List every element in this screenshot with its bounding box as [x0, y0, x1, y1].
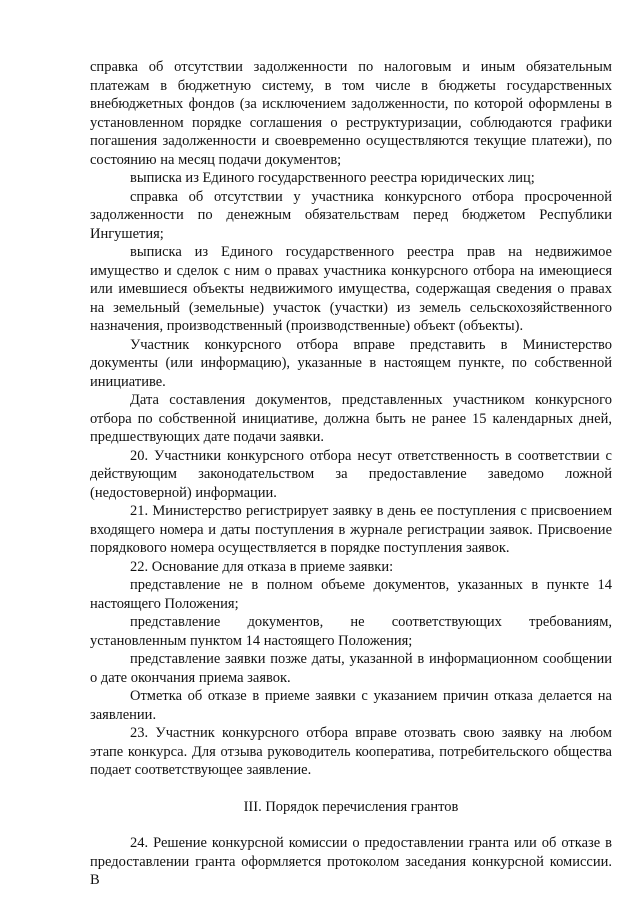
document-page: [90, 58, 612, 890]
paragraph: выписка из Единого государственного реестра юридических лиц;: [130, 170, 535, 186]
section-heading: III. Порядок перечисления грантов: [243, 798, 459, 815]
paragraph: 22. Основание для отказа в приеме заявки:: [130, 558, 394, 575]
paragraph: выписка из Единого государственного реестра прав на недвижимое имущество и сделок с ним о правах участника конкурсного отбора на имеющиеся или имевшиеся объекты недвижимого имущества, содержащая сведения о правах на земельный (земельные) участок (участки) из земель сельскохозяйственного назначения, производственный (производственные) объект (объекты).: [90, 244, 612, 334]
paragraph: представление заявки позже даты, указанной в информационном сообщении о дате окончания приема заявок.: [90, 651, 612, 686]
paragraph: справка об отсутствии у участника конкурсного отбора просроченной задолженности по денежным обязательствам перед бюджетом Республики Ингушетия;: [90, 188, 612, 242]
paragraph: 24. Решение конкурсной комиссии о предоставлении гранта или об отказе в предоставлении гранта оформляется протоколом заседания конкурсной комиссии. В: [90, 835, 612, 888]
paragraph: Дата составления документов, представленных участником конкурсного отбора по собственной инициативе, должна быть не ранее 15 календарных дней, предшествующих дате подачи заявки.: [90, 392, 612, 445]
paragraph: справка об отсутствии задолженности по налоговым и иным обязательным платежам в бюджетную систему, в том числе в бюджеты государственных внебюджетных фондов (за исключением задолженности, по которой оформлены в установленном порядке соглашения о реструктуризации, соблюдаются графики погашения задолженности и своевременно осуществляются текущие платежи), по состоянию на месяц подачи документов;: [90, 59, 612, 168]
paragraph: Участник конкурсного отбора вправе представить в Министерство документы (или информацию), указанные в настоящем пункте, по собственной инициативе.: [90, 336, 612, 390]
paragraph: представление документов, не соответствующих требованиям, установленным пунктом 14 настоящего Положения;: [90, 614, 612, 649]
paragraph: 23. Участник конкурсного отбора вправе отозвать свою заявку на любом этапе конкурса. Для отзыва руководитель кооператива, потребительского общества подает соответствующее заявление.: [90, 725, 612, 778]
paragraph: представление не в полном объеме документов, указанных в пункте 14 настоящего Положения;: [90, 577, 612, 612]
paragraph: 20. Участники конкурсного отбора несут ответственность в соответствии с действующим законодательством за предоставление заведомо ложной (недостоверной) информации.: [90, 447, 612, 501]
paragraph: 21. Министерство регистрирует заявку в день ее поступления с присвоением входящего номера и даты поступления в журнале регистрации заявок. Присвоение порядкового номера осуществляется в порядке поступления заявок.: [90, 503, 612, 556]
paragraph: Отметка об отказе в приеме заявки с указанием причин отказа делается на заявлении.: [90, 688, 612, 723]
